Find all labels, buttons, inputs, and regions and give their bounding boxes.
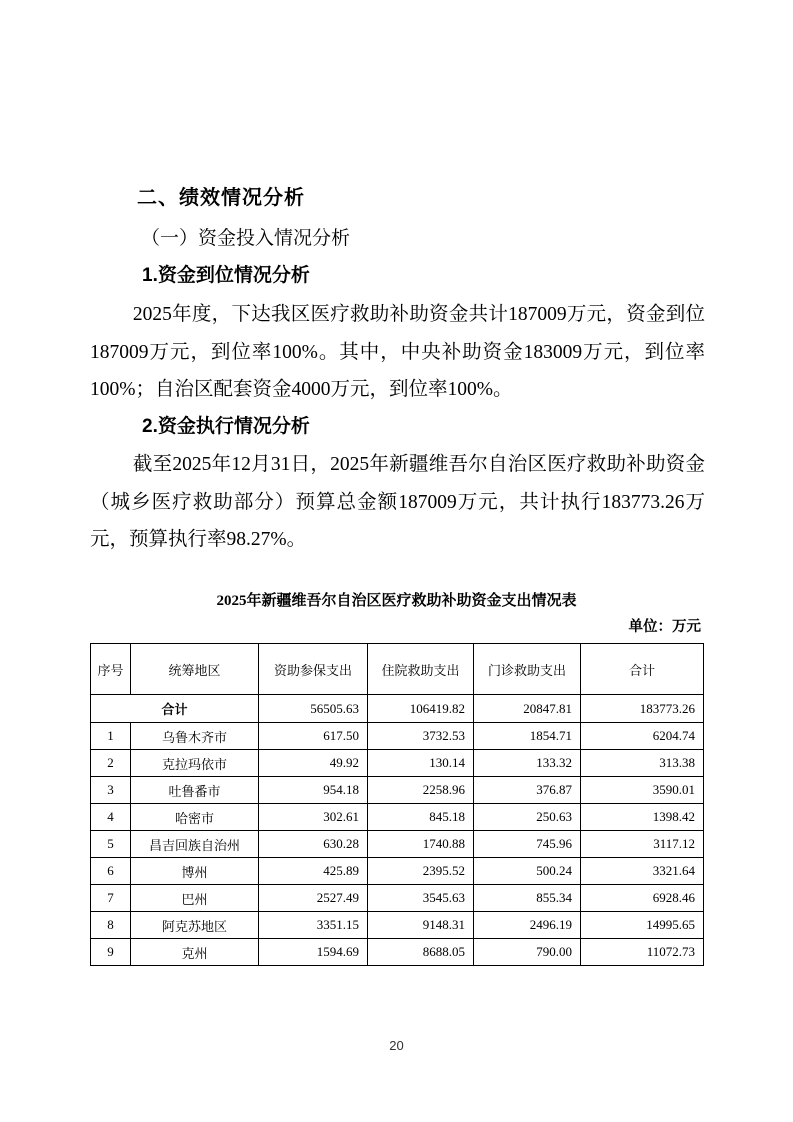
row-no: 9 (91, 939, 131, 966)
row-no: 8 (91, 912, 131, 939)
row-region: 吐鲁番市 (131, 777, 259, 804)
row-cell: 3321.64 (581, 858, 704, 885)
expenditure-table (90, 643, 704, 966)
paragraph-funds-received: 2025年度，下达我区医疗救助补助资金共计187009万元，资金到位187009万元，到位率100%。其中，中央补助资金183009万元，到位率100%；自治区配套资金4000万元，到位率100%。 (90, 304, 705, 400)
header-cell-outpatient: 门诊救助支出 (474, 644, 581, 695)
subsection-heading: （一）资金投入情况分析 (141, 228, 351, 249)
row-region: 阿克苏地区 (131, 912, 259, 939)
row-cell: 1854.71 (474, 723, 581, 750)
row-cell: 745.96 (474, 831, 581, 858)
row-cell: 130.14 (368, 750, 474, 777)
row-cell: 954.18 (259, 777, 368, 804)
row-cell: 6204.74 (581, 723, 704, 750)
row-region: 克州 (131, 939, 259, 966)
table-row (91, 750, 704, 777)
table-header-row (91, 644, 704, 695)
row-cell: 133.32 (474, 750, 581, 777)
row-region: 哈密市 (131, 804, 259, 831)
table-row (91, 858, 704, 885)
table-unit-label: 单位：万元 (628, 619, 701, 635)
row-cell: 3590.01 (581, 777, 704, 804)
table-row (91, 939, 704, 966)
row-cell: 3545.63 (368, 885, 474, 912)
row-region: 克拉玛依市 (131, 750, 259, 777)
row-cell: 855.34 (474, 885, 581, 912)
header-cell-region: 统筹地区 (131, 644, 259, 695)
row-cell: 6928.46 (581, 885, 704, 912)
row-cell: 630.28 (259, 831, 368, 858)
table-row (91, 912, 704, 939)
row-no: 2 (91, 750, 131, 777)
table-row (91, 723, 704, 750)
row-no: 6 (91, 858, 131, 885)
row-cell: 49.92 (259, 750, 368, 777)
header-cell-insurance: 资助参保支出 (259, 644, 368, 695)
row-cell: 617.50 (259, 723, 368, 750)
row-region: 巴州 (131, 885, 259, 912)
row-no: 5 (91, 831, 131, 858)
row-cell: 14995.65 (581, 912, 704, 939)
row-cell: 2527.49 (259, 885, 368, 912)
row-cell: 790.00 (474, 939, 581, 966)
row-cell: 376.87 (474, 777, 581, 804)
row-cell: 1398.42 (581, 804, 704, 831)
row-cell: 3732.53 (368, 723, 474, 750)
row-region: 昌吉回族自治州 (131, 831, 259, 858)
row-cell: 302.61 (259, 804, 368, 831)
table-title: 2025年新疆维吾尔自治区医疗救助补助资金支出情况表 (216, 593, 577, 609)
page-number: 20 (389, 1038, 404, 1053)
row-cell: 11072.73 (581, 939, 704, 966)
row-cell: 3351.15 (259, 912, 368, 939)
row-no: 1 (91, 723, 131, 750)
row-cell: 2395.52 (368, 858, 474, 885)
total-cell: 56505.63 (259, 695, 368, 723)
header-cell-no: 序号 (91, 644, 131, 695)
table-row (91, 885, 704, 912)
header-cell-inpatient: 住院救助支出 (368, 644, 474, 695)
row-cell: 1740.88 (368, 831, 474, 858)
row-cell: 9148.31 (368, 912, 474, 939)
row-cell: 2496.19 (474, 912, 581, 939)
header-cell-total: 合计 (581, 644, 704, 695)
item-heading-funds-execution: 2.资金执行情况分析 (142, 416, 310, 437)
table-total-row (91, 695, 704, 723)
row-region: 博州 (131, 858, 259, 885)
row-cell: 8688.05 (368, 939, 474, 966)
section-heading: 二、绩效情况分析 (137, 187, 305, 209)
row-cell: 425.89 (259, 858, 368, 885)
item-heading-funds-received: 1.资金到位情况分析 (142, 265, 310, 286)
row-cell: 500.24 (474, 858, 581, 885)
total-cell: 106419.82 (368, 695, 474, 723)
row-cell: 1594.69 (259, 939, 368, 966)
total-cell: 20847.81 (474, 695, 581, 723)
table-row (91, 831, 704, 858)
row-cell: 313.38 (581, 750, 704, 777)
row-no: 7 (91, 885, 131, 912)
row-cell: 250.63 (474, 804, 581, 831)
total-row-label: 合计 (91, 695, 259, 723)
table-row (91, 777, 704, 804)
row-region: 乌鲁木齐市 (131, 723, 259, 750)
paragraph-funds-execution: 截至2025年12月31日，2025年新疆维吾尔自治区医疗救助补助资金（城乡医疗救助部分）预算总金额187009万元，共计执行183773.26万元，预算执行率98.27%。 (90, 454, 705, 550)
table-row (91, 804, 704, 831)
row-cell: 3117.12 (581, 831, 704, 858)
row-no: 3 (91, 777, 131, 804)
row-cell: 2258.96 (368, 777, 474, 804)
row-no: 4 (91, 804, 131, 831)
row-cell: 845.18 (368, 804, 474, 831)
total-cell: 183773.26 (581, 695, 704, 723)
